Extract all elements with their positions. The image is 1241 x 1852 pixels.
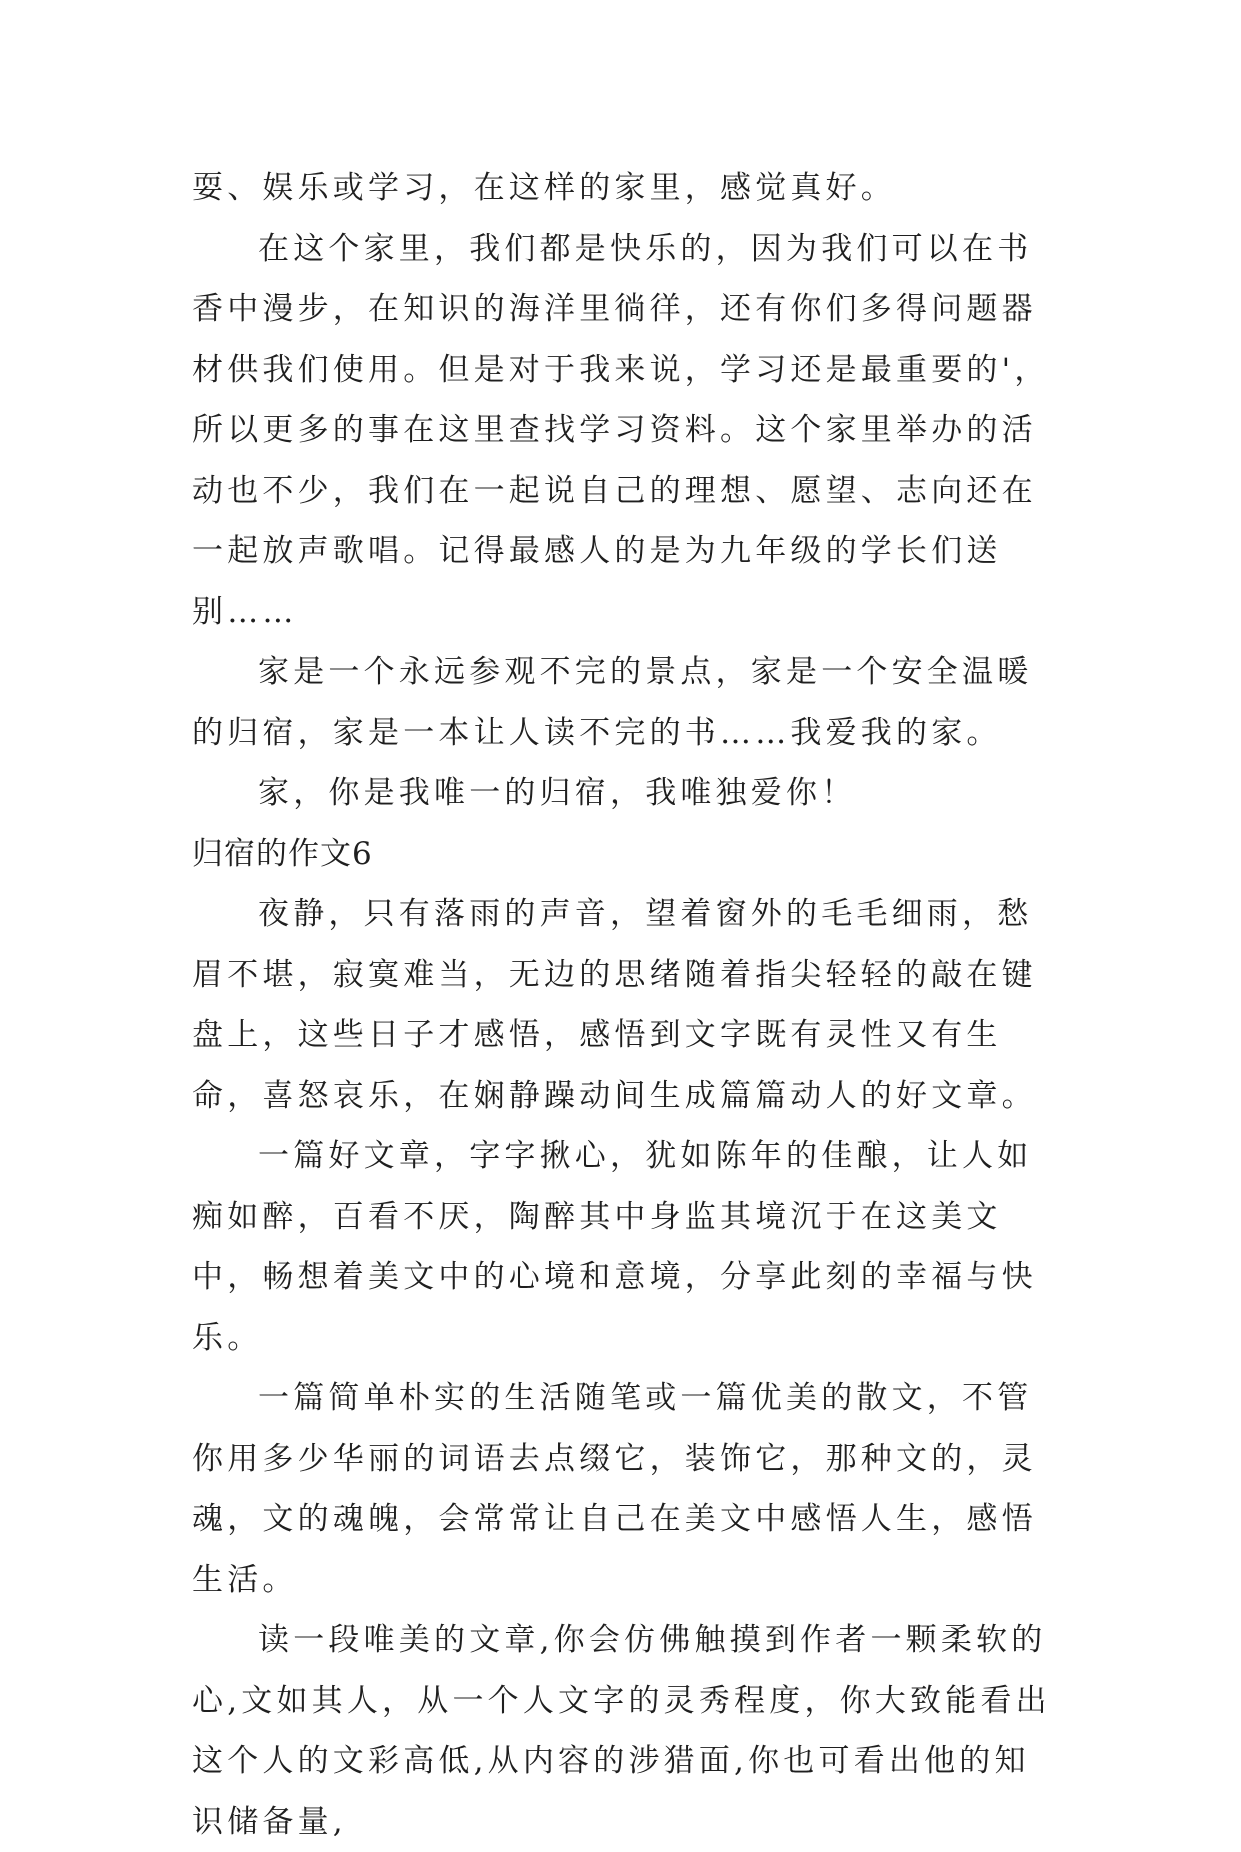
paragraph-3: 家是一个永远参观不完的景点，家是一个安全温暖的归宿，家是一本让人读不完的书……我爱我的家。 — [192, 654, 1033, 751]
paragraph-6: 一篇好文章，字字揪心，犹如陈年的佳酿，让人如痴如醉，百看不厌，陶醉其中身监其境沉于在这美文中，畅想着美文中的心境和意境，分享此刻的幸福与快乐。 — [192, 1138, 1037, 1356]
paragraph-5: 夜静，只有落雨的声音，望着窗外的毛毛细雨，愁眉不堪，寂寞难当，无边的思绪随着指尖轻轻的敲在键盘上，这些日子才感悟，感悟到文字既有灵性又有生命，喜怒哀乐，在娴静躁动间生成篇篇动人的好文章。 — [192, 896, 1037, 1114]
paragraph-1: 耍、娱乐或学习，在这样的家里，感觉真好。 — [192, 170, 896, 206]
paragraph-8: 读一段唯美的文章,你会仿佛触摸到作者一颗柔软的心,文如其人，从一个人文字的灵秀程度，你大致能看出这个人的文彩高低,从内容的涉猎面,你也可看出他的知识储备量, — [192, 1622, 1051, 1840]
paragraph-2: 在这个家里，我们都是快乐的，因为我们可以在书香中漫步，在知识的海洋里徜徉，还有你们多得问题器材供我们使用。但是对于我来说，学习还是最重要的'，所以更多的事在这里查找学习资料。这个家里举办的活动也不少，我们在一起说自己的理想、愿望、志向还在一起放声歌唱。记得最感人的是为九年级的学长们送别…… — [192, 230, 1050, 630]
document-body — [192, 158, 1057, 1852]
section-heading: 归宿的作文6 — [192, 835, 373, 872]
paragraph-4: 家，你是我唯一的归宿，我唯独爱你！ — [258, 775, 857, 811]
paragraph-7: 一篇简单朴实的生活随笔或一篇优美的散文，不管你用多少华丽的词语去点缀它，装饰它，那种文的，灵魂，文的魂魄，会常常让自己在美文中感悟人生，感悟生活。 — [192, 1380, 1037, 1598]
